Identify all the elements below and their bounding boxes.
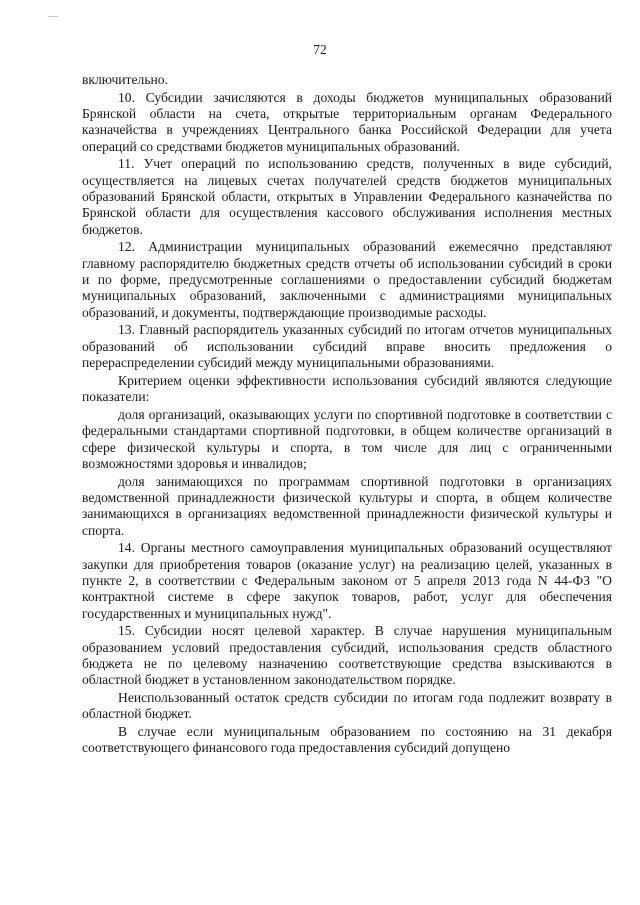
paragraph-13: 13. Главный распорядитель указанных субсидий по итогам отчетов муниципальных образований об использовании субсидий вправе вносить предложения о перераспределении субсидий между муниципальными образованиями. (82, 322, 612, 371)
paragraph-12: 12. Администрации муниципальных образований ежемесячно представляют главному распорядителю бюджетных средств отчеты об использовании субсидий в сроки и по форме, предусмотренные соглашениями о предоставлении субсидий бюджетам муниципальных образований, заключенными с администрациями муниципальных образований, и документы, подтверждающие производимые расходы. (82, 239, 612, 320)
document-body (82, 72, 612, 757)
paragraph-11: 11. Учет операций по использованию средств, полученных в виде субсидий, осуществляется на лицевых счетах получателей средств бюджетов муниципальных образований Брянской области, открытых в Управлении Федерального казначейства по Брянской области для осуществления кассового обслуживания исполнения местных бюджетов. (82, 156, 612, 237)
paragraph-10: 10. Субсидии зачисляются в доходы бюджетов муниципальных образований Брянской области на счета, открытые территориальным органам Федерального казначейства в учреждениях Центрального банка Российской Федерации для учета операций со средствами бюджетов муниципальных образований. (82, 89, 612, 154)
paragraph-indicator-1: доля организаций, оказывающих услуги по спортивной подготовке в соответствии с федеральными стандартами спортивной подготовки, в общем количестве организаций в сфере физической культуры и спорта, в том числе для лиц с ограниченными возможностями здоровья и инвалидов; (82, 406, 612, 471)
paragraph-indicator-2: доля занимающихся по программам спортивной подготовки в организациях ведомственной принадлежности физической культуры и спорта, в общем количестве занимающихся в организациях ведомственной принадлежности физической культуры и спорта. (82, 473, 612, 538)
paragraph-14: 14. Органы местного самоуправления муниципальных образований осуществляют закупки для приобретения товаров (оказание услуг) на реализацию целей, указанных в пункте 2, в соответствии с Федеральным законом от 5 апреля 2013 года N 44-ФЗ "О контрактной системе в сфере закупок товаров, работ, услуг для обеспечения государственных и муниципальных нужд". (82, 540, 612, 621)
paragraph-unused-balance: Неиспользованный остаток средств субсидии по итогам года подлежит возврату в областной бюджет. (82, 689, 612, 722)
paragraph-continuation: включительно. (82, 72, 168, 87)
paragraph-15: 15. Субсидии носят целевой характер. В случае нарушения муниципальным образованием условий предоставления субсидий, использования средств областного бюджета не по целевому назначению соответствующие средства взыскиваются в областной бюджет в установленном законодательством порядке. (82, 623, 612, 688)
paragraph-case: В случае если муниципальным образованием по состоянию на 31 декабря соответствующего финансового года предоставления субсидий допущено (82, 724, 612, 756)
paragraph-criteria: Критерием оценки эффективности использования субсидий являются следующие показатели: (82, 372, 612, 405)
scan-mark: — (48, 11, 58, 22)
page-number: 72 (313, 42, 327, 57)
